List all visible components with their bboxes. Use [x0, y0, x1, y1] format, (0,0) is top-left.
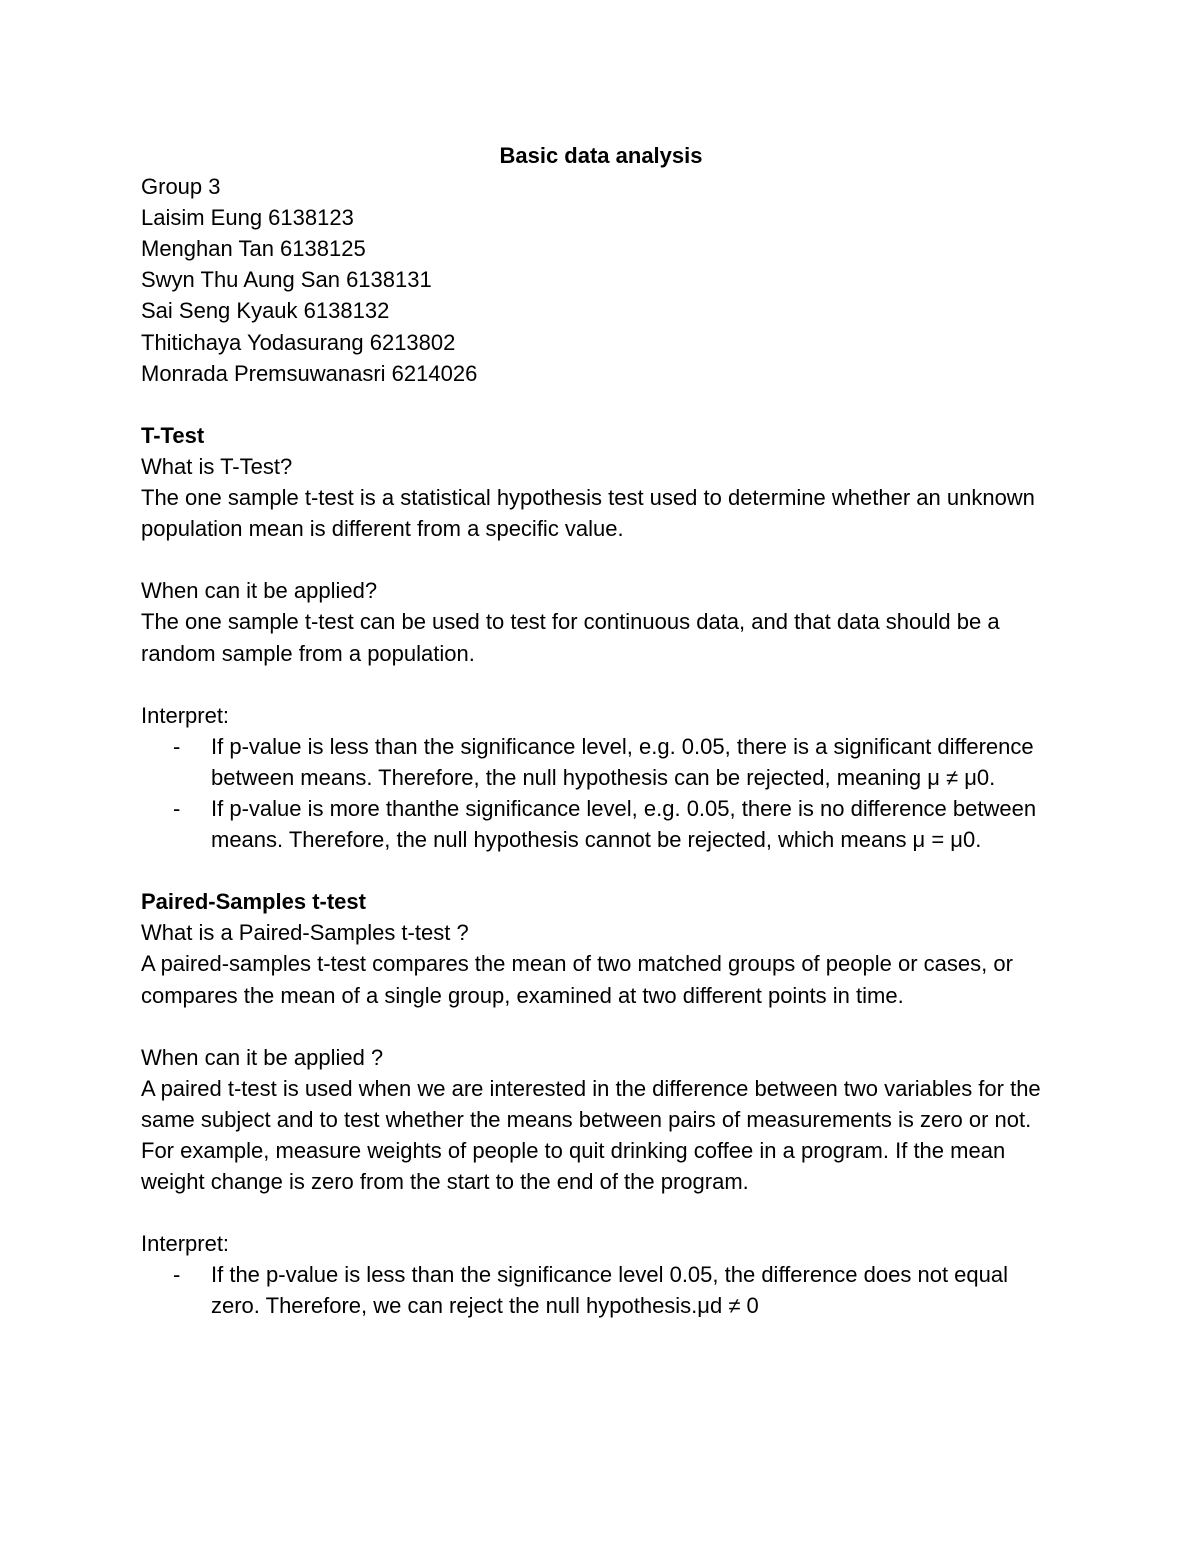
section-heading: Paired-Samples t-test [141, 889, 366, 915]
list-item [141, 793, 1061, 855]
group-name: Group 3 [141, 174, 221, 200]
document-body [141, 140, 1061, 1322]
interpret-label: Interpret: [141, 1231, 230, 1257]
section-heading: T-Test [141, 422, 205, 448]
dash-bullet: - [173, 733, 181, 759]
member-3: Swyn Thu Aung San 6138131 [141, 267, 432, 293]
list-item [141, 1259, 1061, 1321]
answer-what-is: A paired-samples t-test compares the mean of two matched groups of people or cases, or compares the mean of a single group, examined at two different points in time. [141, 951, 1013, 1008]
question-when-applied: When can it be applied ? [141, 1044, 384, 1070]
spacer [141, 389, 1061, 420]
list-item [141, 731, 1061, 793]
question-what-is: What is T-Test? [141, 453, 293, 479]
list-item-text: If the p-value is less than the significance level 0.05, the difference does not equal zero. Therefore, we can reject the null hypothesis.μd ≠ 0 [211, 1262, 1008, 1319]
answer-what-is: The one sample t-test is a statistical hypothesis test used to determine whether an unknown population mean is different from a specific value. [141, 485, 1035, 542]
interpret-list [141, 731, 1061, 855]
spacer [141, 1011, 1061, 1042]
dash-bullet: - [173, 1262, 181, 1288]
member-6: Monrada Premsuwanasri 6214026 [141, 360, 478, 386]
question-what-is: What is a Paired-Samples t-test ? [141, 920, 469, 946]
dash-bullet: - [173, 795, 181, 821]
answer-when-applied: A paired t-test is used when we are interested in the difference between two variables for the same subject and to test whether the means between pairs of measurements is zero or not. For example, measure weights of people to quit drinking coffee in a program. If the mean weight change is zero from the start to the end of the program. [141, 1075, 1041, 1195]
answer-when-applied: The one sample t-test can be used to test for continuous data, and that data should be a random sample from a population. [141, 609, 1000, 666]
spacer [141, 544, 1061, 575]
member-2: Menghan Tan 6138125 [141, 236, 366, 262]
group-info [141, 171, 1061, 389]
document-title: Basic data analysis [499, 143, 703, 168]
section-paired-samples [141, 886, 1061, 1321]
spacer [141, 855, 1061, 886]
interpret-label: Interpret: [141, 702, 230, 728]
question-when-applied: When can it be applied? [141, 578, 378, 604]
spacer [141, 1197, 1061, 1228]
member-1: Laisim Eung 6138123 [141, 205, 354, 231]
spacer [141, 669, 1061, 700]
section-t-test [141, 420, 1061, 855]
list-item-text: If p-value is less than the significance level, e.g. 0.05, there is a significant difference between means. Therefore, the null hypothesis can be rejected, meaning μ ≠ μ0. [211, 733, 1034, 790]
list-item-text: If p-value is more thanthe significance level, e.g. 0.05, there is no difference between means. Therefore, the null hypothesis cannot be rejected, which means μ = μ0. [211, 795, 1037, 853]
interpret-list [141, 1259, 1061, 1321]
member-5: Thitichaya Yodasurang 6213802 [141, 329, 456, 355]
member-4: Sai Seng Kyauk 6138132 [141, 298, 390, 324]
